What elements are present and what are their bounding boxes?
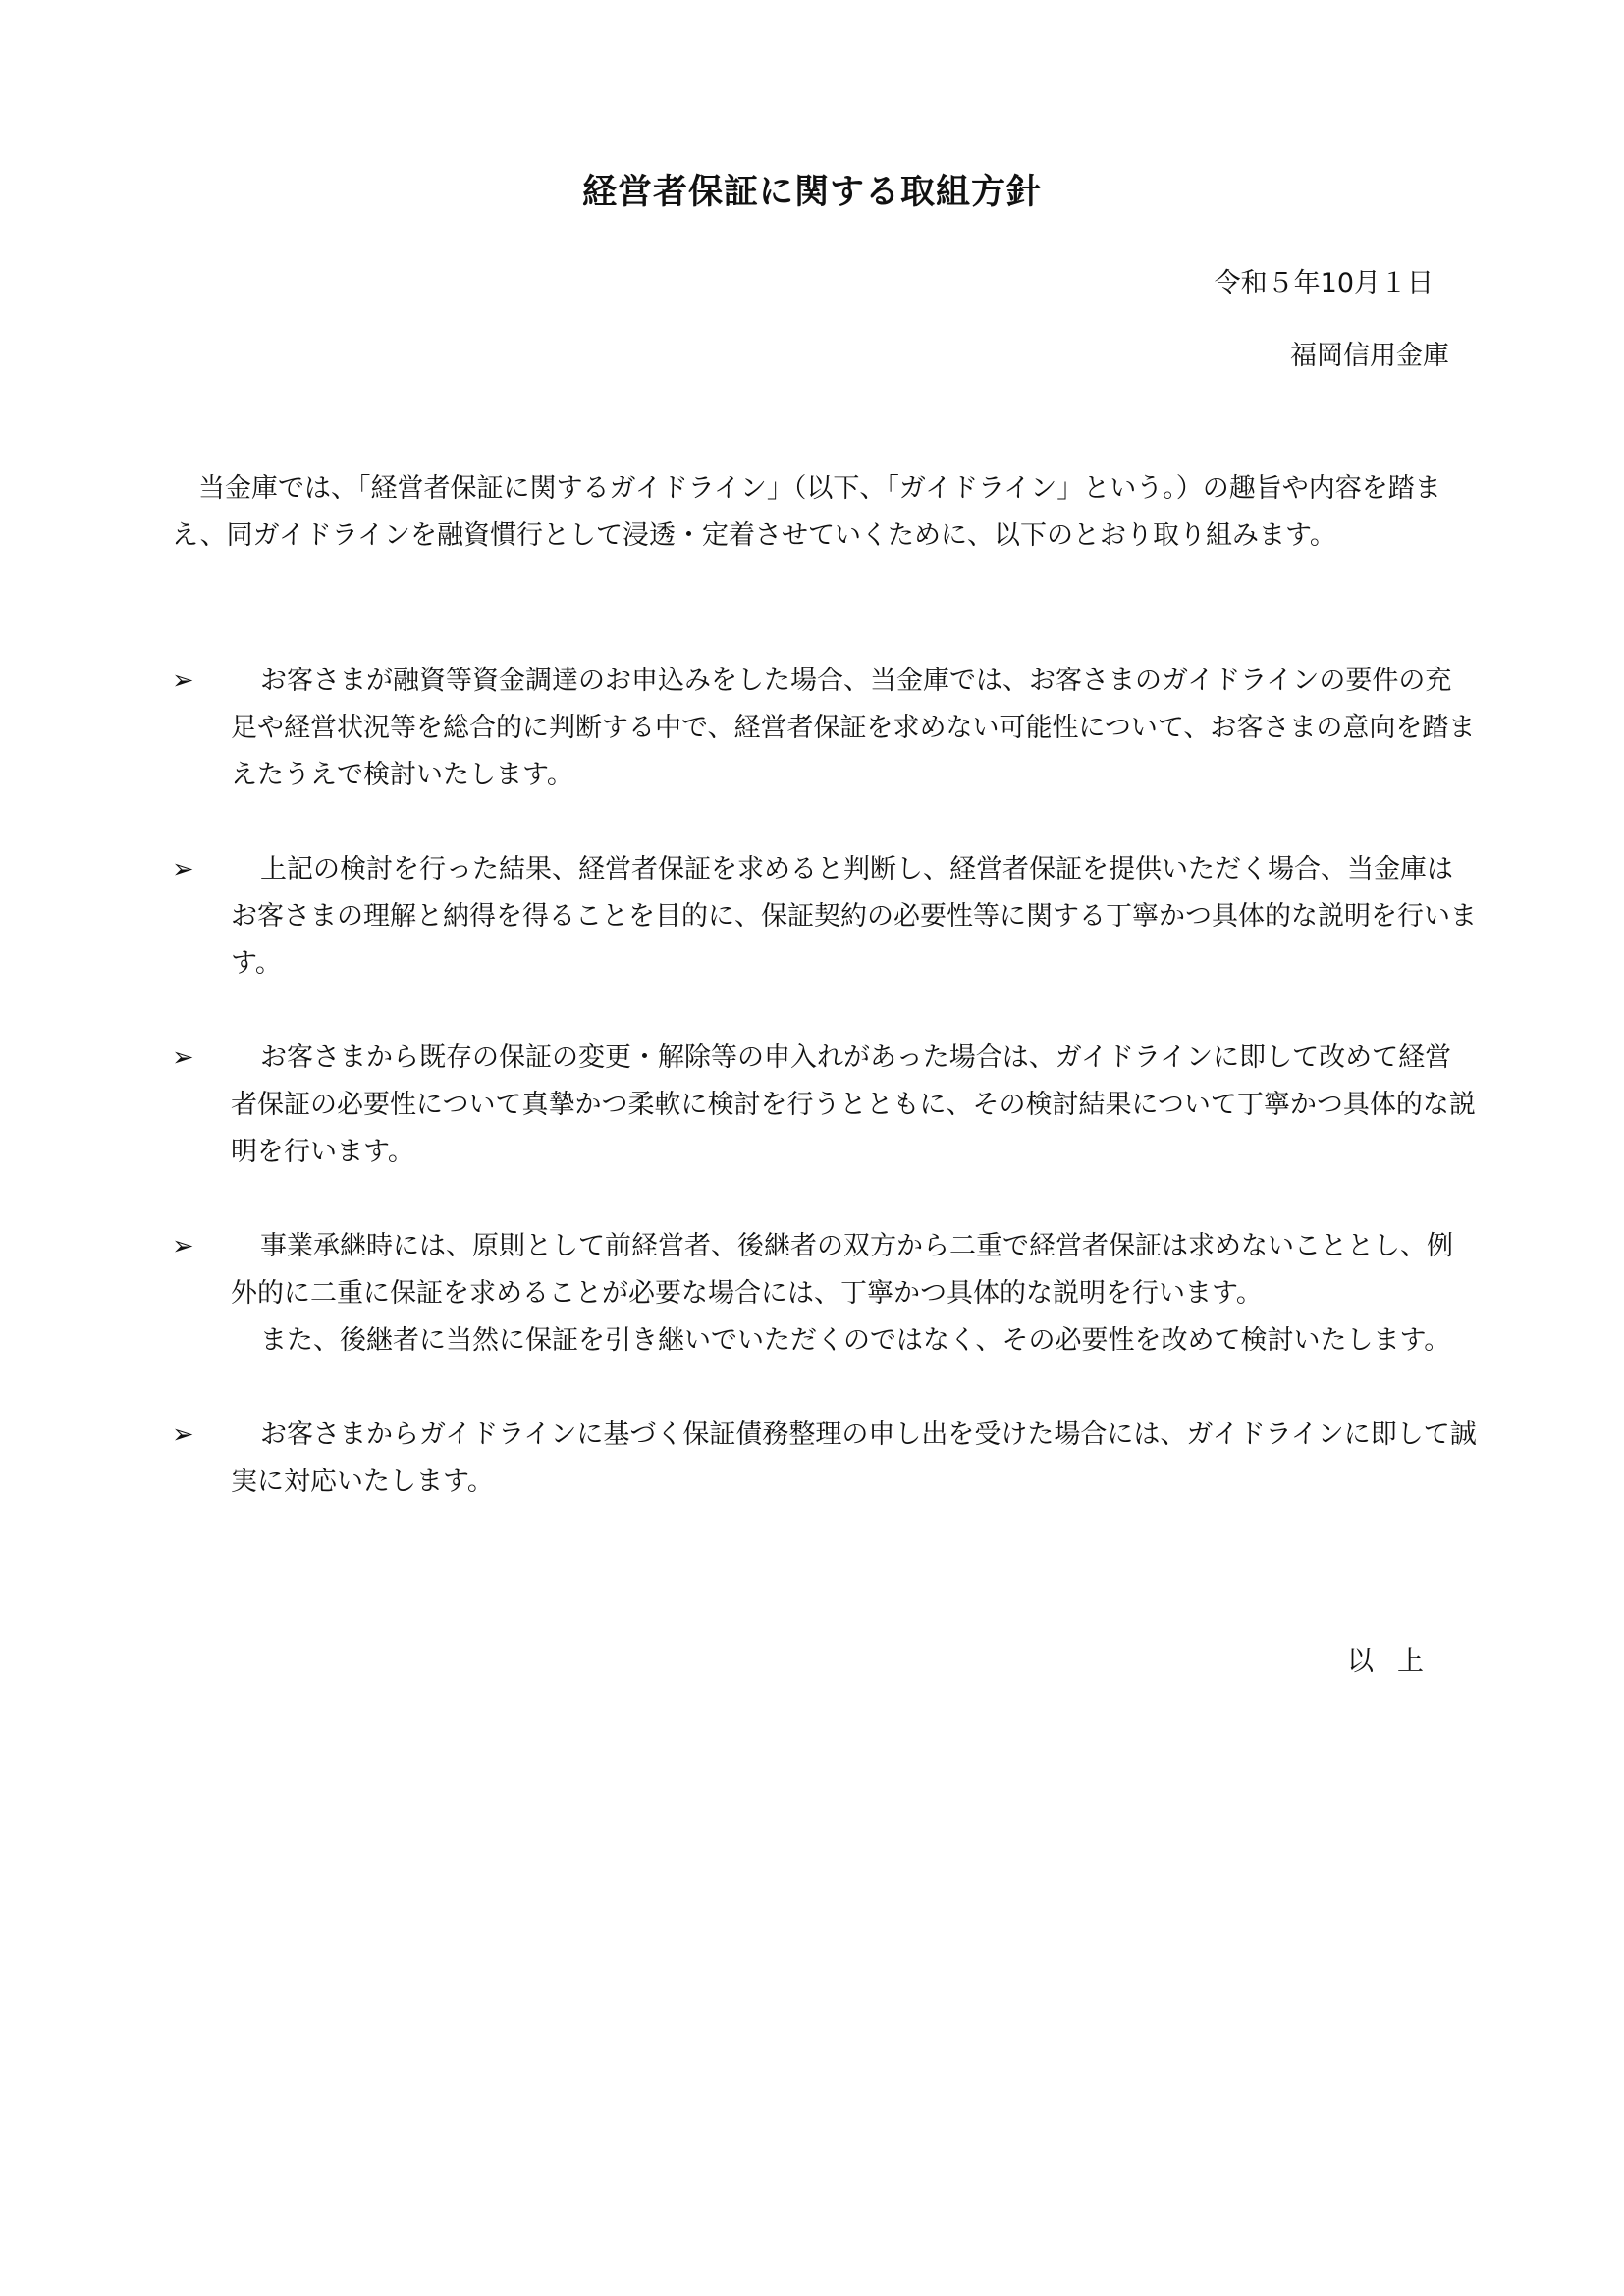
policy-item-text: 上記の検討を行った結果、経営者保証を求めると判断し、経営者保証を提供いただく場合、当金庫はお客さまの理解と納得を得ることを目的に、保証契約の必要性等に関する丁寧かつ具体的な説明を行います。 bbox=[231, 854, 1477, 979]
document-date: 令和５年10月１日 bbox=[1214, 268, 1434, 298]
arrow-bullet-icon: ➢ bbox=[172, 1042, 194, 1073]
closing-mark: 以上 bbox=[1347, 1646, 1447, 1677]
policy-item-text: お客さまからガイドラインに基づく保証債務整理の申し出を受けた場合には、ガイドラインに即して誠実に対応いたします。 bbox=[231, 1419, 1477, 1497]
arrow-bullet-icon: ➢ bbox=[172, 854, 194, 884]
policy-item-text: お客さまから既存の保証の変更・解除等の申入れがあった場合は、ガイドラインに即して改めて経営者保証の必要性について真摯かつ柔軟に検討を行うとともに、その検討結果について丁寧かつ具体的な説明を行います。 bbox=[231, 1042, 1476, 1167]
policy-item bbox=[172, 1035, 1478, 1176]
organization-name: 福岡信用金庫 bbox=[1290, 341, 1449, 371]
arrow-bullet-icon: ➢ bbox=[172, 1231, 194, 1261]
policy-item-text: また、後継者に当然に保証を引き継いでいただくのではなく、その必要性を改めて検討いたします。 bbox=[260, 1325, 1451, 1356]
arrow-bullet-icon: ➢ bbox=[172, 666, 194, 696]
policy-list bbox=[172, 658, 1478, 1553]
policy-item bbox=[172, 1412, 1478, 1506]
policy-item bbox=[172, 1223, 1478, 1364]
intro-paragraph: 当金庫では、「経営者保証に関するガイドライン」（以下、「ガイドライン」という。）の趣旨や内容を踏まえ、同ガイドラインを融資慣行として浸透・定着させていくために、以下のとおり取り組みます。 bbox=[172, 473, 1441, 551]
arrow-bullet-icon: ➢ bbox=[172, 1419, 194, 1450]
policy-item bbox=[172, 658, 1478, 799]
policy-item-text: お客さまが融資等資金調達のお申込みをした場合、当金庫では、お客さまのガイドラインの要件の充足や経営状況等を総合的に判断する中で、経営者保証を求めない可能性について、お客さまの意向を踏まえたうえで検討いたします。 bbox=[231, 666, 1476, 790]
policy-item-text: 事業承継時には、原則として前経営者、後継者の双方から二重で経営者保証は求めないこととし、例外的に二重に保証を求めることが必要な場合には、丁寧かつ具体的な説明を行います。 bbox=[231, 1231, 1453, 1308]
document-title: 経営者保証に関する取組方針 bbox=[581, 173, 1042, 212]
policy-item bbox=[172, 846, 1478, 988]
